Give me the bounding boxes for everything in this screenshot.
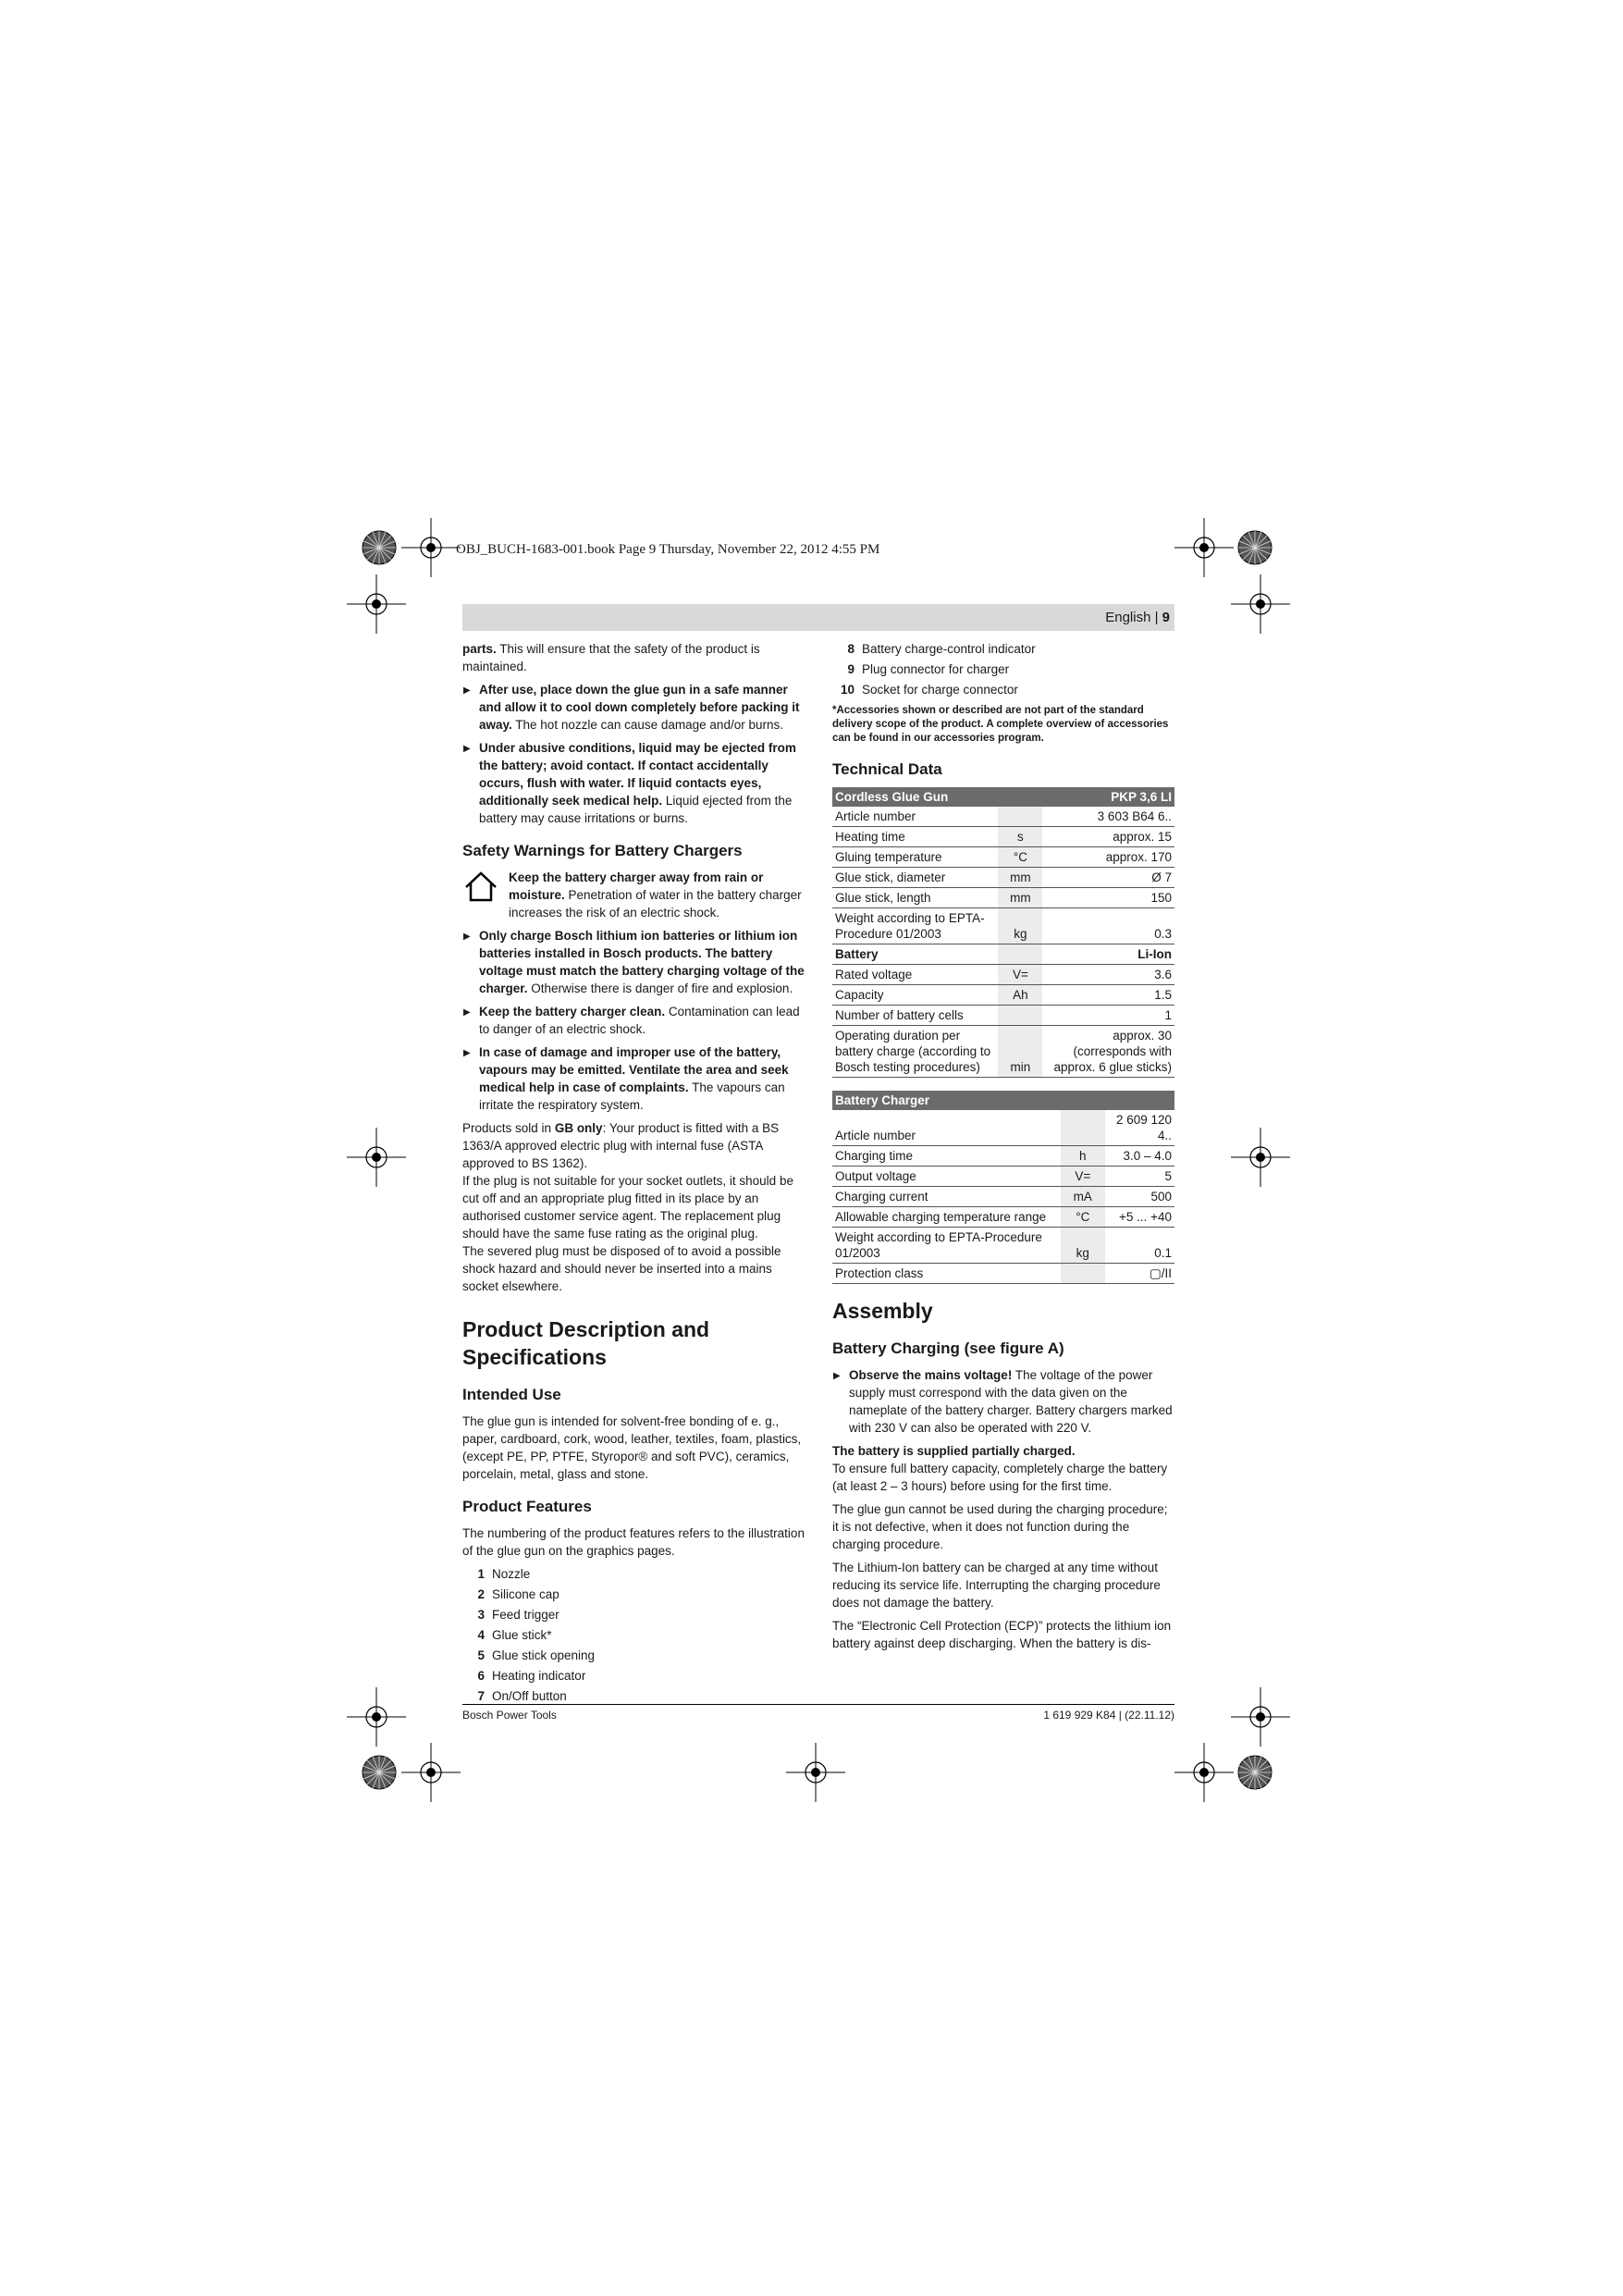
footer-docnumber: 1 619 929 K84 | (22.11.12) bbox=[1043, 1709, 1174, 1722]
spec-unit: kg bbox=[1061, 1228, 1105, 1264]
table-row bbox=[832, 847, 1174, 868]
spec-value: 3.0 – 4.0 bbox=[1105, 1146, 1174, 1167]
table-row bbox=[832, 1187, 1174, 1207]
accessories-note: *Accessories shown or described are not part of the standard delivery scope of the product. A complete overview of accessories can be found in our accessories program. bbox=[832, 705, 1169, 744]
heading-assembly: Assembly bbox=[832, 1299, 933, 1323]
bullet-item: ▶ Keep the battery charger clean. Contamination can lead to danger of an electric shock. bbox=[462, 1003, 805, 1038]
table-row bbox=[832, 1167, 1174, 1187]
spec-value: 1.5 bbox=[1042, 985, 1174, 1006]
bullet-item: ▶ Under abusive conditions, liquid may be ejected from the battery; avoid contact. If contact accidentally occurs, flush with water. If liquid contacts eyes, additionally seek medical help. Liquid ejected from the battery may cause irritations or burns. bbox=[462, 739, 805, 827]
spec-unit: min bbox=[998, 1026, 1042, 1078]
spec-value: 3.6 bbox=[1042, 965, 1174, 985]
table-header-row bbox=[832, 1091, 1174, 1110]
spec-label: Article number bbox=[832, 807, 998, 827]
spec-unit: h bbox=[1061, 1146, 1105, 1167]
table-row bbox=[832, 1228, 1174, 1264]
spec-value: 3 603 B64 6.. bbox=[1042, 807, 1174, 827]
table-row bbox=[832, 807, 1174, 827]
bullet-item: ▶ Observe the mains voltage! The voltage of the power supply must correspond with the data given on the nameplate of the battery charger. Battery chargers marked with 230 V can also be operated with 220 V. bbox=[832, 1366, 1174, 1437]
spec-value: Ø 7 bbox=[1042, 868, 1174, 888]
spec-label: Glue stick, length bbox=[832, 888, 998, 908]
print-slug: OBJ_BUCH-1683-001.book Page 9 Thursday, November 22, 2012 4:55 PM bbox=[456, 542, 880, 557]
tech-table-charger bbox=[832, 1091, 1174, 1284]
bullet-item: ▶ Only charge Bosch lithium ion batteries or lithium ion batteries installed in Bosch products. The battery voltage must match the battery charging voltage of the charger. Otherwise there is danger of fire and explosion. bbox=[462, 927, 805, 997]
tech-table-glue-gun bbox=[832, 787, 1174, 1078]
bullet-item: ▶ In case of damage and improper use of the battery, vapours may be emitted. Ventilate the area and seek medical help in case of complaints. The vapours can irritate the respiratory system. bbox=[462, 1043, 805, 1114]
paragraph: The severed plug must be disposed of to avoid a possible shock hazard and should never be inserted into a mains socket elsewhere. bbox=[462, 1244, 781, 1293]
spec-label: Battery bbox=[832, 944, 998, 965]
paragraph: The “Electronic Cell Protection (ECP)” protects the lithium ion battery against deep discharging. When the battery is dis- bbox=[832, 1619, 1172, 1650]
spec-value: 0.3 bbox=[1042, 908, 1174, 944]
paragraph: The glue gun is intended for solvent-free bonding of e. g., paper, cardboard, cork, wood, leather, textiles, foam, plastics, (except PE, PP, PTFE, Styropor® and soft PVC), ceramics, porcelain, metal, glass and stone. bbox=[462, 1414, 802, 1481]
spec-unit: kg bbox=[998, 908, 1042, 944]
left-column bbox=[462, 640, 805, 1710]
spec-unit: V= bbox=[1061, 1167, 1105, 1187]
page-header bbox=[1105, 610, 1170, 625]
list-item: 10 Socket for charge connector bbox=[840, 683, 1018, 697]
warning-indoor: Keep the battery charger away from rain or moisture. Penetration of water in the battery charger increases the risk of an electric shock. bbox=[462, 869, 805, 921]
table-row bbox=[832, 1110, 1174, 1146]
spec-unit bbox=[998, 944, 1042, 965]
spec-label: Allowable charging temperature range bbox=[832, 1207, 1061, 1228]
table-row bbox=[832, 1026, 1174, 1078]
spec-unit bbox=[1061, 1110, 1105, 1146]
spec-label: Protection class bbox=[832, 1264, 1061, 1284]
feature-list-continued bbox=[832, 640, 1174, 698]
spec-unit: °C bbox=[998, 847, 1042, 868]
heading-product-description: Product Description and Specifications bbox=[462, 1317, 710, 1369]
table-header-cell bbox=[1061, 1091, 1105, 1110]
table-header-cell bbox=[998, 787, 1042, 807]
spec-label: Output voltage bbox=[832, 1167, 1061, 1187]
spec-label: Weight according to EPTA-Procedure 01/2003 bbox=[832, 908, 998, 944]
header-language: English bbox=[1105, 610, 1151, 625]
footer-brand: Bosch Power Tools bbox=[462, 1709, 557, 1722]
paragraph: The Lithium-Ion battery can be charged at any time without reducing its service life. Interrupting the charging procedure does not damage the battery. bbox=[832, 1561, 1161, 1610]
list-item: 1 Nozzle bbox=[477, 1567, 531, 1581]
spec-value: approx. 15 bbox=[1042, 827, 1174, 847]
table-row bbox=[832, 985, 1174, 1006]
list-item: 6 Heating indicator bbox=[477, 1669, 586, 1683]
spec-unit bbox=[998, 1006, 1042, 1026]
page-number: 9 bbox=[1162, 610, 1170, 625]
spec-value: 0.1 bbox=[1105, 1228, 1174, 1264]
table-row bbox=[832, 868, 1174, 888]
spec-unit bbox=[1061, 1264, 1105, 1284]
heading-product-features: Product Features bbox=[462, 1498, 592, 1515]
spec-unit: °C bbox=[1061, 1207, 1105, 1228]
spec-value: 1 bbox=[1042, 1006, 1174, 1026]
paragraph: The battery is supplied partially charged. bbox=[832, 1444, 1076, 1458]
paragraph: Products sold in GB only: Your product is fitted with a BS 1363/A approved electric plug with internal fuse (ASTA approved to BS 1362). bbox=[462, 1121, 780, 1170]
spec-unit: mm bbox=[998, 888, 1042, 908]
spec-label: Operating duration per battery charge (according to Bosch testing procedures) bbox=[832, 1026, 998, 1078]
spec-label: Charging current bbox=[832, 1187, 1061, 1207]
spec-unit: Ah bbox=[998, 985, 1042, 1006]
list-item: 9 Plug connector for charger bbox=[847, 662, 1010, 676]
spec-label: Weight according to EPTA-Procedure 01/2003 bbox=[832, 1228, 1061, 1264]
paragraph: parts. This will ensure that the safety of the product is maintained. bbox=[462, 642, 760, 673]
heading-charger-safety: Safety Warnings for Battery Chargers bbox=[462, 842, 743, 859]
bullet-item: ▶ After use, place down the glue gun in a safe manner and allow it to cool down completely before packing it away. The hot nozzle can cause damage and/or burns. bbox=[462, 681, 805, 734]
spec-value: +5 ... +40 bbox=[1105, 1207, 1174, 1228]
right-column bbox=[832, 640, 1174, 1658]
list-item: 7 On/Off button bbox=[477, 1689, 567, 1703]
spec-label: Heating time bbox=[832, 827, 998, 847]
table-header-cell: Battery Charger bbox=[832, 1091, 1061, 1110]
list-item: 2 Silicone cap bbox=[477, 1587, 559, 1601]
spec-label: Number of battery cells bbox=[832, 1006, 998, 1026]
list-item: 8 Battery charge-control indicator bbox=[847, 642, 1036, 656]
table-row bbox=[832, 1264, 1174, 1284]
header-separator: | bbox=[1150, 610, 1162, 625]
list-item: 4 Glue stick* bbox=[477, 1628, 552, 1642]
list-item: 3 Feed trigger bbox=[477, 1608, 559, 1622]
footer-rule bbox=[462, 1704, 1174, 1705]
spec-value: 150 bbox=[1042, 888, 1174, 908]
spec-label: Charging time bbox=[832, 1146, 1061, 1167]
spec-unit: V= bbox=[998, 965, 1042, 985]
heading-battery-charging: Battery Charging (see figure A) bbox=[832, 1339, 1064, 1357]
spec-unit bbox=[998, 807, 1042, 827]
list-item: 5 Glue stick opening bbox=[477, 1648, 596, 1662]
table-row bbox=[832, 965, 1174, 985]
spec-value: approx. 30 (corresponds with approx. 6 glue sticks) bbox=[1042, 1026, 1174, 1078]
spec-label: Gluing temperature bbox=[832, 847, 998, 868]
table-row bbox=[832, 1207, 1174, 1228]
spec-value: Li-Ion bbox=[1042, 944, 1174, 965]
paragraph: The glue gun cannot be used during the charging procedure; it is not defective, when it does not function during the charging procedure. bbox=[832, 1502, 1168, 1551]
spec-value: 2 609 120 4.. bbox=[1105, 1110, 1174, 1146]
table-header-cell bbox=[1105, 1091, 1174, 1110]
spec-unit: s bbox=[998, 827, 1042, 847]
table-header-row bbox=[832, 787, 1174, 807]
spec-label: Capacity bbox=[832, 985, 998, 1006]
paragraph: To ensure full battery capacity, completely charge the battery (at least 2 – 3 hours) before using for the first time. bbox=[832, 1462, 1168, 1493]
spec-value: 500 bbox=[1105, 1187, 1174, 1207]
table-row bbox=[832, 908, 1174, 944]
table-row bbox=[832, 1006, 1174, 1026]
spec-unit: mA bbox=[1061, 1187, 1105, 1207]
spec-value: ▢/II bbox=[1105, 1264, 1174, 1284]
table-row bbox=[832, 888, 1174, 908]
table-row bbox=[832, 827, 1174, 847]
spec-label: Glue stick, diameter bbox=[832, 868, 998, 888]
paragraph: The numbering of the product features refers to the illustration of the glue gun on the graphics pages. bbox=[462, 1526, 805, 1558]
house-icon bbox=[462, 869, 499, 904]
table-row bbox=[832, 944, 1174, 965]
spec-value: approx. 170 bbox=[1042, 847, 1174, 868]
spec-label: Article number bbox=[832, 1110, 1061, 1146]
page-header-bar bbox=[462, 604, 1174, 631]
heading-technical-data: Technical Data bbox=[832, 760, 942, 778]
table-row bbox=[832, 1146, 1174, 1167]
spec-value: 5 bbox=[1105, 1167, 1174, 1187]
spec-unit: mm bbox=[998, 868, 1042, 888]
heading-intended-use: Intended Use bbox=[462, 1386, 561, 1403]
feature-list bbox=[462, 1565, 805, 1705]
spec-label: Rated voltage bbox=[832, 965, 998, 985]
table-header-cell: PKP 3,6 LI bbox=[1042, 787, 1174, 807]
paragraph: If the plug is not suitable for your socket outlets, it should be cut off and an appropriate plug fitted in its place by an authorised customer service agent. The replacement plug should have the same fuse rating as the original plug. bbox=[462, 1174, 793, 1241]
table-header-cell: Cordless Glue Gun bbox=[832, 787, 998, 807]
